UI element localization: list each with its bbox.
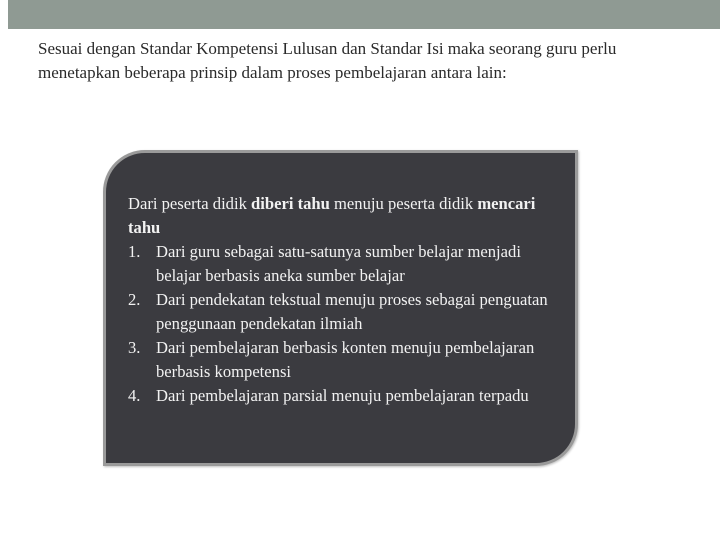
lead-text-1: Dari peserta didik	[128, 194, 252, 213]
lead-bold-1: diberi tahu	[251, 194, 330, 213]
principles-text	[128, 192, 558, 408]
list-item-text: Dari pendekatan tekstual menuju proses sebagai penguatan penggunaan pendekatan ilmiah	[156, 290, 548, 333]
list-item-text: Dari pembelajaran berbasis konten menuju pembelajaran berbasis kompetensi	[156, 338, 535, 381]
list-item	[128, 288, 558, 336]
list-item-number: 3.	[128, 338, 141, 357]
list-item	[128, 384, 558, 408]
list-item	[128, 336, 558, 384]
header-notch	[0, 0, 8, 29]
lead-text-2: menuju peserta didik	[329, 194, 478, 213]
principles-card	[103, 150, 578, 466]
list-item-number: 1.	[128, 242, 141, 261]
intro-paragraph: Sesuai dengan Standar Kompetensi Lulusan dan Standar Isi maka seorang guru perlu menetapkan beberapa prinsip dalam proses pembelajaran antara lain:	[38, 39, 617, 82]
lead-statement	[128, 192, 558, 240]
principles-list	[128, 240, 558, 408]
list-item	[128, 240, 558, 288]
list-item-text: Dari guru sebagai satu-satunya sumber belajar menjadi belajar berbasis aneka sumber belajar	[156, 242, 521, 285]
list-item-number: 2.	[128, 290, 141, 309]
header-bar	[0, 0, 720, 29]
lead-bold-2: mencari tahu	[128, 194, 536, 237]
list-item-number: 4.	[128, 386, 141, 405]
list-item-text: Dari pembelajaran parsial menuju pembelajaran terpadu	[156, 386, 529, 405]
